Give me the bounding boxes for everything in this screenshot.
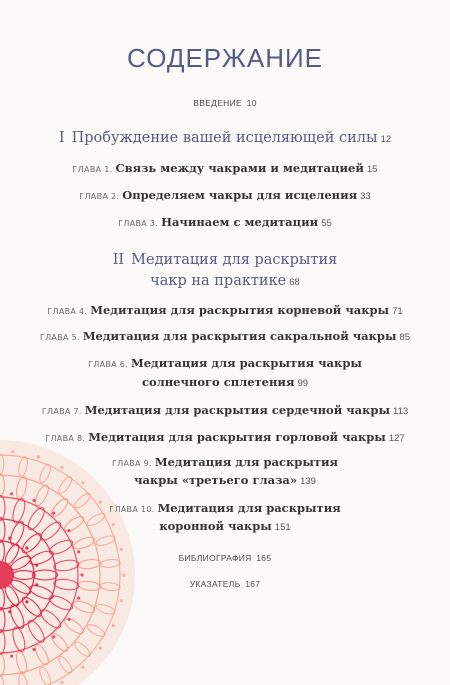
- index-label: УКАЗАТЕЛЬ: [189, 579, 241, 589]
- chapter-label: ГЛАВА 1.: [72, 165, 113, 174]
- toc-chapter-10-line-1[interactable]: [0, 497, 450, 516]
- chapter-title: Начинаем с медитации: [161, 215, 319, 229]
- part-2-number: II: [112, 252, 125, 268]
- part-1-number: I: [58, 130, 65, 146]
- chapter-page: 113: [393, 406, 409, 417]
- toc-chapter-9-line-1[interactable]: [0, 451, 450, 470]
- chapter-page: 55: [321, 218, 332, 229]
- chapter-label: ГЛАВА 10.: [109, 505, 155, 514]
- part-2-title-line-2: чакр на практике: [150, 273, 287, 289]
- toc-part-2-line-1[interactable]: [0, 249, 450, 268]
- chapter-page: 127: [388, 433, 405, 444]
- chapter-title: Медитация для раскрытия горловой чакры: [88, 430, 386, 444]
- chapter-label: ГЛАВА 7.: [41, 407, 82, 416]
- chapter-label: ГЛАВА 8.: [45, 434, 86, 443]
- chapter-page: 15: [366, 164, 378, 175]
- toc-chapter-6-line-2[interactable]: [0, 371, 450, 390]
- bibliography-label: БИБЛИОГРАФИЯ: [178, 553, 252, 563]
- chapter-title: Медитация для раскрытия корневой чакры: [90, 303, 390, 317]
- toc-chapter-4[interactable]: [0, 299, 450, 318]
- chapter-page: 33: [360, 191, 371, 202]
- chapter-title-line-1: Медитация для раскрытия: [154, 455, 339, 469]
- mandala-dot: [122, 573, 125, 576]
- chapter-label: ГЛАВА 6.: [88, 360, 128, 369]
- part-2-page: 68: [289, 277, 300, 288]
- toc-chapter-8[interactable]: [0, 426, 450, 445]
- toc-bibliography[interactable]: [0, 553, 450, 563]
- chapter-label: ГЛАВА 3.: [118, 219, 159, 228]
- chapter-page: 139: [300, 476, 316, 487]
- chapter-title-line-2: солнечного сплетения: [141, 375, 295, 389]
- chapter-title: Медитация для раскрытия сердечной чакры: [84, 403, 390, 417]
- toc-chapter-5[interactable]: [0, 325, 450, 344]
- bibliography-page: 165: [256, 553, 272, 563]
- toc-chapter-9-line-2[interactable]: [0, 469, 450, 488]
- toc-chapter-1[interactable]: [0, 157, 450, 176]
- chapter-title: Медитация для раскрытия сакральной чакры: [82, 329, 397, 343]
- chapter-title-line-2: чакры «третьего глаза»: [134, 473, 298, 487]
- chapter-label: ГЛАВА 2.: [79, 192, 120, 201]
- toc-part-1[interactable]: [0, 127, 450, 146]
- part-2-title-line-1: Медитация для раскрытия: [131, 252, 338, 268]
- toc-part-2-line-2[interactable]: [0, 270, 450, 289]
- toc-chapter-7[interactable]: [0, 399, 450, 418]
- chapter-page: 85: [399, 332, 411, 343]
- page-title: СОДЕРЖАНИЕ: [126, 43, 323, 73]
- chapter-label: ГЛАВА 5.: [39, 333, 80, 342]
- part-1-title: Пробуждение вашей исцеляющей силы: [71, 130, 378, 146]
- part-1-page: 12: [380, 134, 392, 145]
- chapter-title-line-1: Медитация для раскрытия чакры: [131, 356, 362, 370]
- chapter-page: 71: [392, 306, 403, 317]
- mandala-dot: [80, 573, 83, 576]
- chapter-title: Связь между чакрами и медитацией: [115, 161, 364, 175]
- chapter-label: ГЛАВА 9.: [111, 459, 152, 468]
- chapter-page: 99: [297, 378, 309, 389]
- chapter-label: ГЛАВА 4.: [47, 307, 88, 316]
- toc-chapter-10-line-2[interactable]: [0, 515, 450, 534]
- toc-chapter-6-line-1[interactable]: [0, 352, 450, 371]
- intro-label: ВВЕДЕНИЕ: [193, 98, 243, 108]
- toc-chapter-3[interactable]: [0, 211, 450, 230]
- toc-chapter-2[interactable]: [0, 184, 450, 203]
- chapter-page: 151: [274, 522, 291, 533]
- chapter-title-line-1: Медитация для раскрытия: [157, 501, 341, 515]
- chapter-title-line-2: коронной чакры: [159, 519, 272, 533]
- index-page: 167: [245, 579, 261, 589]
- chapter-title: Определяем чакры для исцеления: [122, 188, 358, 202]
- toc-intro[interactable]: [0, 98, 450, 108]
- intro-page: 10: [246, 98, 257, 108]
- toc-index[interactable]: [0, 579, 450, 589]
